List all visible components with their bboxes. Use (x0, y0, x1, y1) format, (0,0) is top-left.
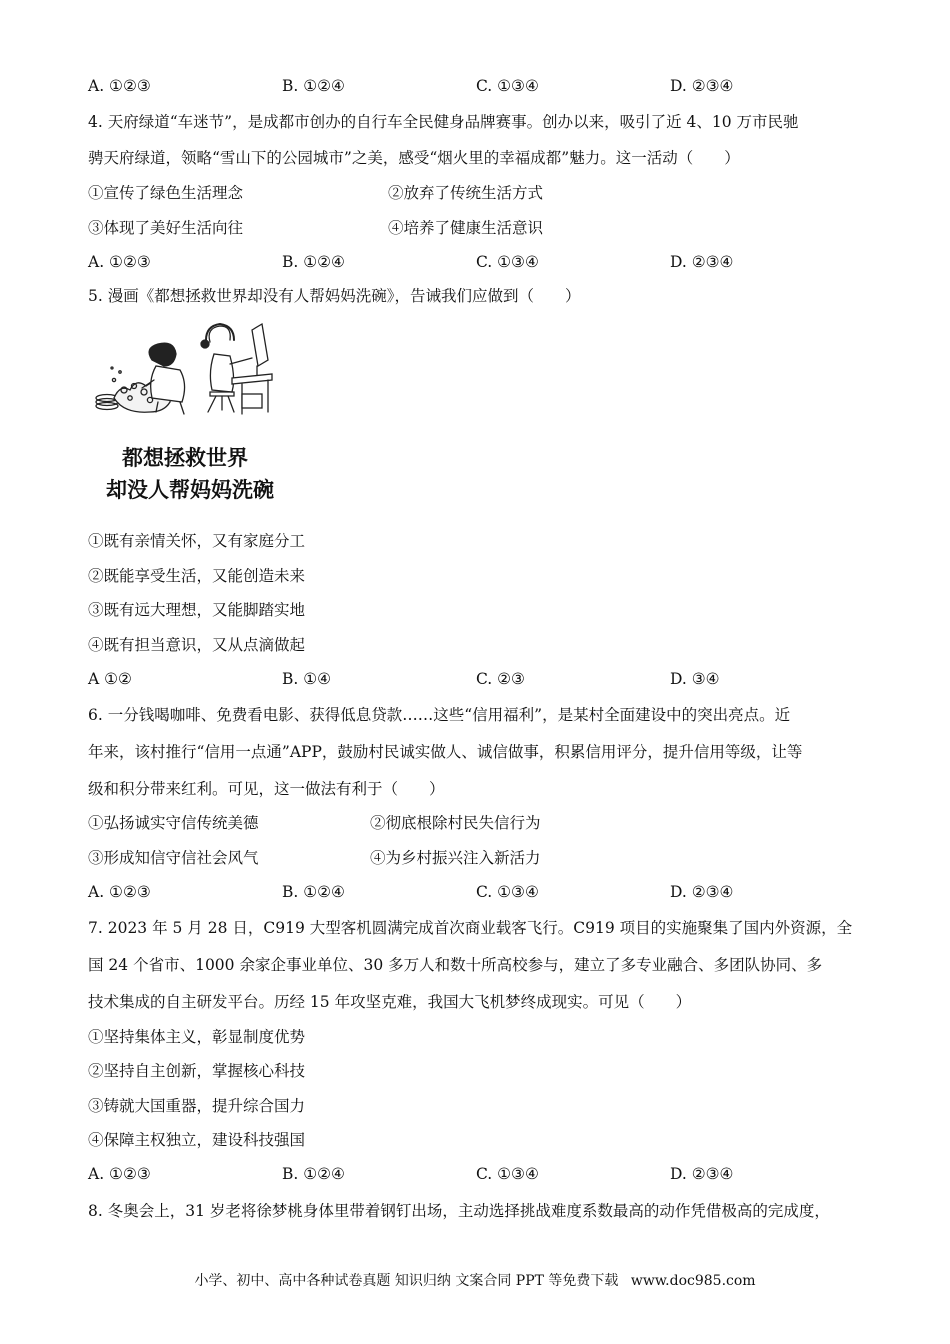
q5-options (88, 669, 888, 689)
option-d: D. ②③④ (670, 1165, 734, 1183)
q4-item-3: ③体现了美好生活向往 (88, 219, 244, 237)
footer-text: 小学、初中、高中各种试卷真题 知识归纳 文案合同 PPT 等免费下载 (194, 1273, 619, 1289)
page-footer (0, 1270, 950, 1290)
q7-item-2: ②坚持自主创新，掌握核心科技 (88, 1062, 306, 1080)
cartoon-caption-line-1: 都想拯救世界 (122, 446, 248, 470)
cartoon-image (92, 320, 282, 510)
q4-item-2: ②放弃了传统生活方式 (388, 184, 544, 202)
q6-item-4: ④为乡村振兴注入新活力 (370, 849, 541, 867)
option-c: C. ②③ (476, 670, 525, 688)
question-6-stem-line-2: 年来，该村推行“信用一点通”APP，鼓励村民诚实做人、诚信做事，积累信用评分，提升信用等级，让等 (88, 743, 803, 761)
option-c: C. ①③④ (476, 1165, 539, 1183)
q6-item-3: ③形成知信守信社会风气 (88, 849, 259, 867)
option-b: B. ①②④ (282, 1165, 345, 1183)
option-c: C. ①③④ (476, 253, 539, 271)
q6-item-1: ①弘扬诚实守信传统美德 (88, 814, 259, 832)
q6-options (88, 882, 888, 902)
option-d: D. ②③④ (670, 883, 734, 901)
option-c: C. ①③④ (476, 77, 539, 95)
q4-item-1: ①宣传了绿色生活理念 (88, 184, 244, 202)
option-c: C. ①③④ (476, 883, 539, 901)
question-7-stem-line-2: 国 24 个省市、1000 余家企事业单位、30 多万人和数十所高校参与，建立了多专业融合、多团队协同、多 (88, 956, 823, 974)
option-b: B. ①②④ (282, 77, 345, 95)
question-6-stem-line-1: 6. 一分钱喝咖啡、免费看电影、获得低息贷款……这些“信用福利”，是某村全面建设中的突出亮点。近 (88, 706, 791, 724)
q5-item-4: ④既有担当意识，又从点滴做起 (88, 636, 306, 654)
q7-item-3: ③铸就大国重器，提升综合国力 (88, 1097, 306, 1115)
question-5-stem: 5. 漫画《都想拯救世界却没有人帮妈妈洗碗》，告诫我们应做到（ ） (88, 287, 581, 305)
q6-item-2: ②彻底根除村民失信行为 (370, 814, 541, 832)
option-a: A. ①②③ (88, 253, 151, 271)
footer-link[interactable]: www.doc985.com (630, 1273, 756, 1289)
q7-item-4: ④保障主权独立，建设科技强国 (88, 1131, 306, 1149)
q4-options (88, 252, 888, 272)
q5-item-1: ①既有亲情关怀，又有家庭分工 (88, 532, 306, 550)
option-a: A ①② (88, 670, 132, 688)
q7-item-1: ①坚持集体主义，彰显制度优势 (88, 1028, 306, 1046)
question-6-stem-line-3: 级和积分带来红利。可见，这一做法有利于（ ） (88, 780, 445, 798)
option-a: A. ①②③ (88, 883, 151, 901)
question-7-stem-line-1: 7. 2023 年 5 月 28 日，C919 大型客机圆满完成首次商业载客飞行。C919 项目的实施聚集了国内外资源，全 (88, 919, 853, 937)
q5-item-3: ③既有远大理想，又能脚踏实地 (88, 601, 306, 619)
cartoon-caption-line-2: 却没人帮妈妈洗碗 (106, 478, 274, 502)
question-4-stem-line-2: 骋天府绿道，领略“雪山下的公园城市”之美，感受“烟火里的幸福成都”魅力。这一活动（ ） (88, 149, 740, 167)
q5-item-2: ②既能享受生活，又能创造未来 (88, 567, 306, 585)
option-a: A. ①②③ (88, 1165, 151, 1183)
option-d: D. ②③④ (670, 77, 734, 95)
option-b: B. ①②④ (282, 253, 345, 271)
q7-options (88, 1164, 888, 1184)
option-d: D. ③④ (670, 670, 720, 688)
option-d: D. ②③④ (670, 253, 734, 271)
option-b: B. ①④ (282, 670, 332, 688)
question-7-stem-line-3: 技术集成的自主研发平台。历经 15 年攻坚克难，我国大飞机梦终成现实。可见（ ） (88, 993, 692, 1011)
option-a: A. ①②③ (88, 77, 151, 95)
question-8-stem: 8. 冬奥会上，31 岁老将徐梦桃身体里带着钢钉出场，主动选择挑战难度系数最高的动作凭借极高的完成度， (88, 1202, 830, 1220)
q3-options (88, 76, 888, 96)
q4-item-4: ④培养了健康生活意识 (388, 219, 544, 237)
question-4-stem-line-1: 4. 天府绿道“车迷节”，是成都市创办的自行车全民健身品牌赛事。创办以来，吸引了近 4、10 万市民驰 (88, 113, 799, 131)
option-b: B. ①②④ (282, 883, 345, 901)
